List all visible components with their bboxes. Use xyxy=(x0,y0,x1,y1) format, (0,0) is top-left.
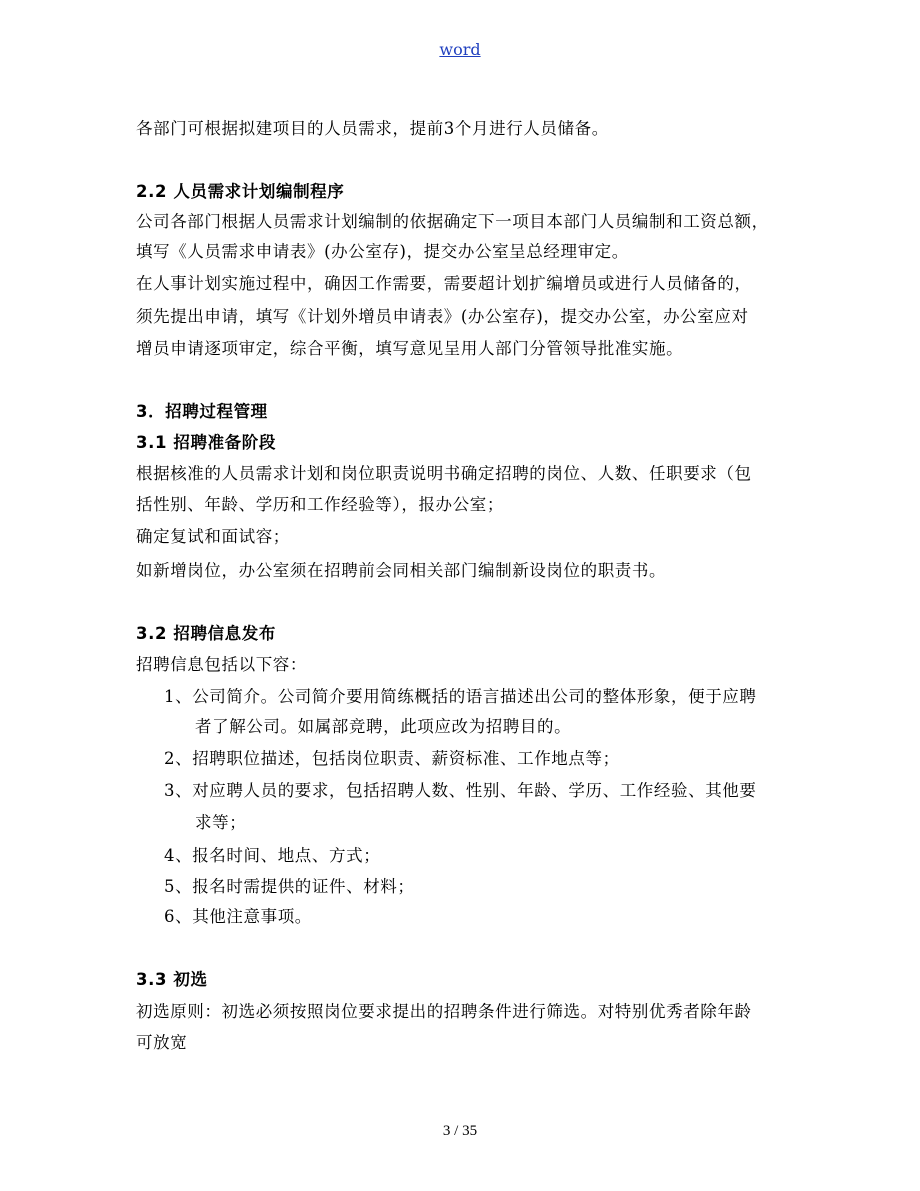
paragraph-2-2-line-5: 增员申请逐项审定，综合平衡，填写意见呈用人部门分管领导批准实施。 xyxy=(136,339,684,358)
heading-3-1: 3.1 招聘准备阶段 xyxy=(136,433,276,452)
list-item-2: 2、招聘职位描述，包括岗位职责、薪资标准、工作地点等； xyxy=(164,749,620,768)
paragraph-2-2-line-1: 公司各部门根据人员需求计划编制的依据确定下一项目本部门人员编制和工资总额， xyxy=(136,212,769,231)
list-item-5: 5、报名时需提供的证件、材料； xyxy=(164,877,415,896)
paragraph-2-2-line-3: 在人事计划实施过程中，确因工作需要，需要超计划扩编增员或进行人员储备的， xyxy=(136,274,752,293)
paragraph-3-3-line-1: 初选原则：初选必须按照岗位要求提出的招聘条件进行筛选。对特别优秀者除年龄 xyxy=(136,1002,752,1021)
paragraph-3-1-line-1: 根据核准的人员需求计划和岗位职责说明书确定招聘的岗位、人数、任职要求（包 xyxy=(136,464,752,483)
list-item-6: 6、其他注意事项。 xyxy=(164,907,312,926)
heading-3-2: 3.2 招聘信息发布 xyxy=(136,624,276,643)
paragraph-3-2-intro: 招聘信息包括以下容： xyxy=(136,655,307,674)
list-item-4: 4、报名时间、地点、方式； xyxy=(164,846,381,865)
paragraph-3-3-line-2: 可放宽 xyxy=(136,1033,188,1052)
paragraph-3-1-line-3: 确定复试和面试容； xyxy=(136,527,290,546)
list-item-1: 1、公司简介。公司简介要用简练概括的语言描述出公司的整体形象，便于应聘 xyxy=(164,687,757,706)
heading-2-2: 2.2 人员需求计划编制程序 xyxy=(136,182,345,201)
header-word-link[interactable]: word xyxy=(439,40,481,59)
paragraph-2-2-line-2: 填写《人员需求申请表》(办公室存)，提交办公室呈总经理审定。 xyxy=(136,242,629,261)
heading-3-3: 3.3 初选 xyxy=(136,970,208,989)
list-item-3-continued: 求等； xyxy=(195,813,247,832)
paragraph-3-1-line-2: 括性别、年龄、学历和工作经验等），报办公室； xyxy=(136,495,504,514)
list-item-1-continued: 者了解公司。如属部竞聘，此项应改为招聘目的。 xyxy=(195,717,572,736)
heading-3: 3．招聘过程管理 xyxy=(136,402,268,421)
paragraph-intro: 各部门可根据拟建项目的人员需求，提前3个月进行人员储备。 xyxy=(136,119,609,138)
page-number: 3 / 35 xyxy=(442,1123,478,1139)
paragraph-3-1-line-4: 如新增岗位，办公室须在招聘前会同相关部门编制新设岗位的职责书。 xyxy=(136,561,667,580)
list-item-3: 3、对应聘人员的要求，包括招聘人数、性别、年龄、学历、工作经验、其他要 xyxy=(164,781,757,800)
paragraph-2-2-line-4: 须先提出申请，填写《计划外增员申请表》(办公室存)，提交办公室，办公室应对 xyxy=(136,307,749,326)
